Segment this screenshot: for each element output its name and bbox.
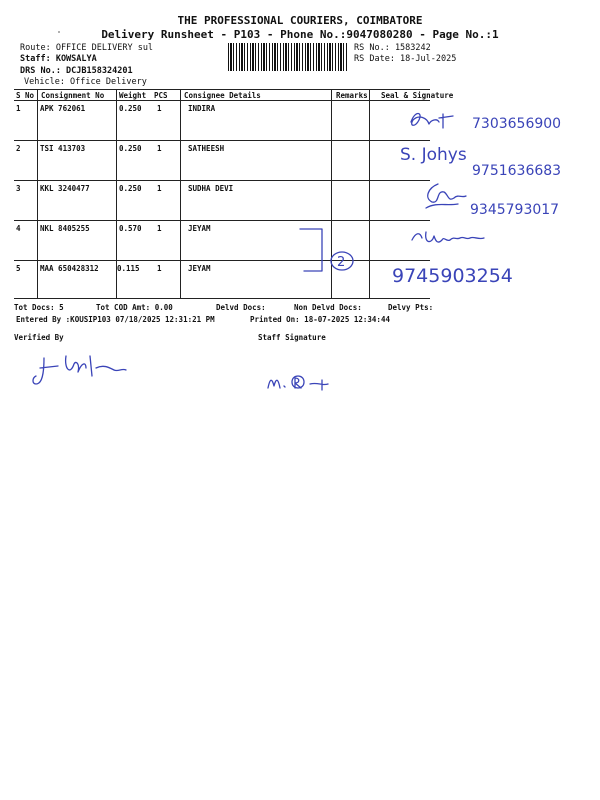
column-divider <box>37 89 38 298</box>
row-consignee: SUDHA DEVI <box>188 184 234 193</box>
total-cod-amount: Tot COD Amt: 0.00 <box>96 303 173 312</box>
non-delivered-docs: Non Delvd Docs: <box>294 303 362 312</box>
phone-2-text: 9751636683 <box>472 163 562 179</box>
col-header-consignee: Consignee Details <box>184 91 261 100</box>
row-weight: 0.250 <box>119 104 142 113</box>
table-header-border <box>14 100 430 101</box>
row-pcs: 1 <box>157 264 162 273</box>
signature-row-4 <box>408 228 498 248</box>
row-weight: 0.115 <box>117 264 140 273</box>
column-divider <box>180 89 181 298</box>
row-consignment-no: MAA 650428312 <box>40 264 99 273</box>
barcode <box>228 43 349 71</box>
phone-1-text: 7303656900 <box>472 116 562 132</box>
handwritten-phone-row-1 <box>470 112 585 134</box>
row-consignment-no: NKL 8405255 <box>40 224 90 233</box>
drs-label: DRS No.: DCJB158324201 <box>20 66 133 76</box>
col-header-consignment: Consignment No <box>41 91 105 100</box>
phone-3-text: 9345793017 <box>470 202 560 218</box>
row-pcs: 1 <box>157 104 162 113</box>
staff-label: Staff: KOWSALYA <box>20 54 97 64</box>
rs-number: RS No.: 1583242 <box>354 43 431 53</box>
company-title: THE PROFESSIONAL COURIERS, COIMBATORE <box>177 14 423 27</box>
row-weight: 0.570 <box>119 224 142 233</box>
row-divider <box>14 220 430 221</box>
rs-date: RS Date: 18-Jul-2025 <box>354 54 457 64</box>
runsheet-subtitle: Delivery Runsheet - P103 - Phone No.:9047080280 - Page No.:1 <box>101 28 499 41</box>
row-pcs: 1 <box>157 184 162 193</box>
row-weight: 0.250 <box>119 144 142 153</box>
column-divider <box>369 89 370 298</box>
name-2-text: S. Johys <box>400 145 467 165</box>
row-sno: 4 <box>16 224 21 233</box>
row-pcs: 1 <box>157 224 162 233</box>
row-consignee: SATHEESH <box>188 144 225 153</box>
row-sno: 5 <box>16 264 21 273</box>
row-divider <box>14 260 430 261</box>
col-header-remarks: Remarks <box>336 91 368 100</box>
verified-by-label: Verified By <box>14 333 64 342</box>
handwritten-phone-row-3 <box>468 198 583 220</box>
vehicle-label: Vehicle: Office Delivery <box>24 77 147 87</box>
col-header-seal-signature: Seal & Signature <box>381 91 454 100</box>
bracket-annotation <box>298 225 358 275</box>
row-consignment-no: KKL 3240477 <box>40 184 90 193</box>
row-consignee: INDIRA <box>188 104 216 113</box>
handwritten-phone-row-2 <box>470 160 585 182</box>
row-sno: 1 <box>16 104 21 113</box>
total-docs: Tot Docs: 5 <box>14 303 64 312</box>
verified-by-signature <box>30 350 140 392</box>
col-header-pcs: PCS <box>154 91 168 100</box>
row-pcs: 1 <box>157 144 162 153</box>
table-bottom-border <box>14 298 430 299</box>
handwritten-phone-row-5 <box>390 262 560 290</box>
table-top-border <box>14 89 430 90</box>
printed-on: Printed On: 18-07-2025 12:34:44 <box>250 315 390 324</box>
row-consignee: JEYAM <box>188 264 211 273</box>
staff-signature <box>264 368 344 398</box>
row-divider <box>14 140 430 141</box>
circled-number: 2 <box>337 255 346 270</box>
row-consignment-no: TSI 413703 <box>40 144 86 153</box>
row-divider <box>14 180 430 181</box>
route-label: Route: OFFICE DELIVERY sul <box>20 43 154 53</box>
delivery-points: Delvy Pts: <box>388 303 434 312</box>
signature-row-1 <box>405 108 465 134</box>
row-weight: 0.250 <box>119 184 142 193</box>
row-sno: 3 <box>16 184 21 193</box>
row-consignee: JEYAM <box>188 224 211 233</box>
phone-5-text: 9745903254 <box>392 265 513 287</box>
col-header-weight: Weight <box>119 91 147 100</box>
staff-signature-label: Staff Signature <box>258 333 326 342</box>
delivered-docs: Delvd Docs: <box>216 303 266 312</box>
col-header-sno: S No <box>16 91 35 100</box>
entered-by: Entered By :KOUSIP103 07/18/2025 12:31:21 PM <box>16 315 215 324</box>
row-sno: 2 <box>16 144 21 153</box>
row-consignment-no: APK 762061 <box>40 104 86 113</box>
